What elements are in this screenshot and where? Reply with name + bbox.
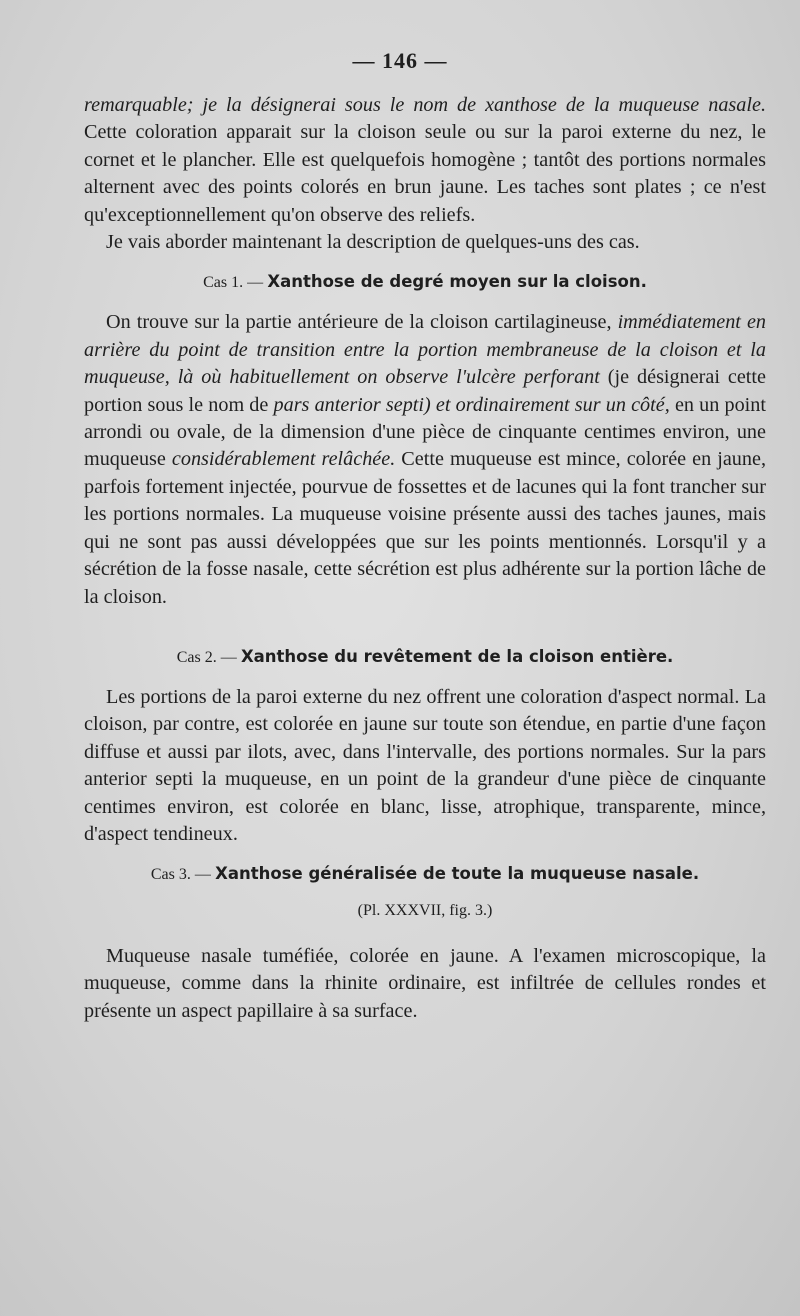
case1-text-4: Cette muqueuse est mince, colorée en jaune, parfois fortement injectée, pourvue de fossettes et de lacunes qui la font trancher sur les portions normales. La muqueuse voisine présente aussi des taches jaunes, mais qui ne sont pas aussi développées que sur les points mentionnés. Lorsqu'il y a sécrétion de la fosse nasale, cette sécrétion est plus adhérente sur la portion lâche de la cloison. — [84, 448, 767, 608]
intro-text: Cette coloration apparait sur la cloison seule ou sur la paroi externe du nez, le cornet et le plancher. Elle est quelquefois homogène ; tantôt des portions normales alternent avec des points colorés en brun jaune. Les taches sont plates ; ce n'est qu'exceptionnellement qu'on observe des reliefs. — [84, 121, 766, 226]
intro-paragraph — [84, 92, 766, 229]
case1-text-2: (je désignerai cette portion sous le nom de — [84, 366, 766, 416]
case1-paragraph — [84, 309, 766, 610]
case2-title: Xanthose du revêtement de la cloison entière. — [240, 646, 674, 666]
case3-plate-reference: (Pl. XXXVII, fig. 3.) — [357, 902, 493, 920]
page-number: — 146 — — [352, 48, 448, 73]
case3-paragraph: Muqueuse nasale tuméfiée, colorée en jaune. A l'examen microscopique, la muqueuse, comme dans la rhinite ordinaire, est infiltrée de cellules rondes et présente un aspect papillaire à sa surface. — [84, 944, 766, 1022]
case1-text-3: en un point arrondi ou ovale, de la dimension d'une pièce de cinquante centimes environ, une muqueuse — [84, 393, 766, 471]
case1-italic-3: considérablement relâchée. — [171, 448, 396, 471]
case1-text-1: On trouve sur la partie antérieure de la cloison cartilagineuse, — [106, 311, 618, 334]
case3-number: Cas 3. — — [150, 866, 211, 884]
case2-heading — [84, 645, 766, 670]
case1-italic-1: immédiatement en arrière du point de transition entre la portion membraneuse de la cloison et la muqueuse, là où habituellement on observe l'ulcère perforant — [84, 311, 767, 389]
case1-title: Xanthose de degré moyen sur la cloison. — [267, 272, 647, 292]
case2-number: Cas 2. — — [176, 648, 237, 666]
intro-italic: remarquable; je la désignerai sous le nom de xanthose de la muqueuse nasale. — [84, 94, 766, 116]
case3-heading — [84, 862, 766, 887]
case1-heading — [84, 270, 766, 295]
page-body — [84, 92, 766, 1025]
case2-paragraph: Les portions de la paroi externe du nez offrent une coloration d'aspect normal. La cloison, par contre, est colorée en jaune sur toute son étendue, en partie d'une façon diffuse et aussi par ilots, avec, dans l'intervalle, des portions normales. Sur la pars anterior septi la muqueuse, en un point de la grandeur d'une pièce de cinquante centimes environ, est colorée en blanc, lisse, atrophique, transparente, mince, d'aspect tendineux. — [84, 685, 766, 845]
intro-paragraph-2: Je vais aborder maintenant la description de quelques-uns des cas. — [106, 231, 640, 254]
case1-italic-2: pars anterior septi) et ordinairement sur un côté, — [273, 393, 670, 416]
case3-title: Xanthose généralisée de toute la muqueuse nasale. — [215, 864, 700, 884]
case1-number: Cas 1. — — [203, 274, 264, 292]
